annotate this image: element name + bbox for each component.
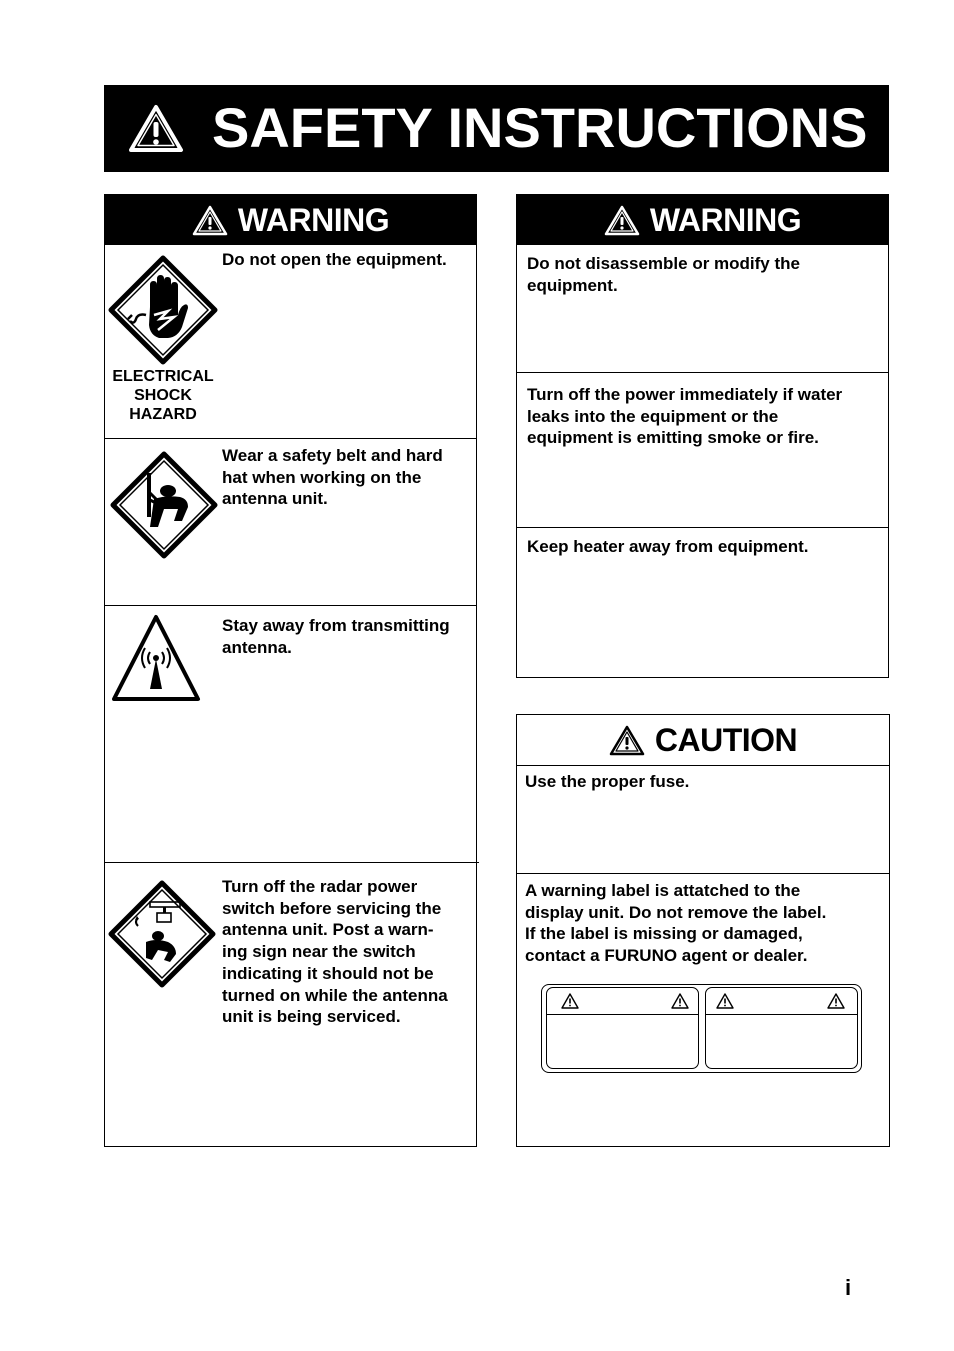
hazard-caption-line: SHOCK bbox=[134, 387, 192, 404]
left-warning-header bbox=[105, 195, 476, 245]
text-line: A warning label is attatched to the bbox=[525, 881, 801, 900]
mini-warning-icon bbox=[671, 993, 689, 1009]
warning-text bbox=[222, 615, 450, 658]
text-line: Wear a safety belt and hard bbox=[222, 446, 443, 465]
divider bbox=[105, 862, 479, 863]
title-bar bbox=[104, 85, 889, 172]
caution-text bbox=[525, 771, 689, 793]
text-line: equipment is emitting smoke or fire. bbox=[527, 428, 819, 448]
text-line: indicating it should not be bbox=[222, 963, 434, 983]
text-line: Turn off the power immediately if water bbox=[527, 385, 843, 404]
warning-triangle-icon bbox=[192, 204, 228, 236]
page-title: SAFETY INSTRUCTIONS bbox=[212, 96, 868, 159]
text-line: display unit. Do not remove the label. bbox=[525, 902, 827, 922]
caution-heading: CAUTION bbox=[654, 721, 798, 758]
text-line: Stay away from transmitting bbox=[222, 616, 450, 635]
text-line: unit is being serviced. bbox=[222, 1007, 401, 1027]
text-line: Keep heater away from equipment. bbox=[527, 537, 809, 556]
electrical-shock-hazard-icon bbox=[108, 255, 218, 365]
warning-text bbox=[222, 445, 443, 510]
rotating-antenna-hazard-icon bbox=[108, 880, 216, 988]
text-line: Use the proper fuse. bbox=[525, 772, 690, 791]
caution-header bbox=[517, 715, 889, 766]
text-line: hat when working on the bbox=[222, 467, 422, 487]
divider bbox=[105, 605, 476, 606]
warning-text bbox=[222, 876, 448, 1028]
text-line: Do not open the equipment. bbox=[222, 250, 447, 269]
warning-text bbox=[527, 384, 842, 449]
divider bbox=[517, 527, 888, 528]
warning-label-icon bbox=[541, 984, 862, 1073]
text-line: antenna unit. bbox=[222, 489, 328, 509]
warning-triangle-icon bbox=[128, 103, 184, 153]
mini-warning-icon bbox=[827, 993, 845, 1009]
warning-text bbox=[527, 253, 800, 296]
caution-panel bbox=[516, 714, 890, 1147]
mini-warning-icon bbox=[561, 993, 579, 1009]
page-number: i bbox=[845, 1275, 852, 1300]
text-line: contact a FURUNO agent or dealer. bbox=[525, 946, 808, 966]
text-line: ing sign near the switch bbox=[222, 942, 416, 962]
text-line: If the label is missing or damaged, bbox=[525, 924, 803, 944]
caution-triangle-icon bbox=[609, 724, 645, 756]
text-line: antenna unit. Post a warn- bbox=[222, 920, 434, 940]
text-line: equipment. bbox=[527, 275, 618, 295]
hazard-caption-line: ELECTRICAL bbox=[112, 368, 214, 385]
mini-warning-icon bbox=[716, 993, 734, 1009]
text-line: Turn off the radar power bbox=[222, 877, 418, 896]
caution-text bbox=[525, 880, 826, 967]
text-line: antenna. bbox=[222, 637, 292, 657]
label-divider bbox=[547, 1014, 698, 1015]
warning-text bbox=[527, 536, 809, 558]
divider bbox=[105, 438, 476, 439]
left-warning-panel bbox=[104, 194, 477, 1147]
right-warning-header bbox=[517, 195, 888, 245]
hazard-caption bbox=[108, 367, 218, 424]
text-line: leaks into the equipment or the bbox=[527, 406, 779, 426]
label-panel-right bbox=[705, 987, 858, 1069]
hazard-caption-line: HAZARD bbox=[129, 406, 197, 423]
radio-wave-hazard-icon bbox=[110, 613, 202, 703]
text-line: Do not disassemble or modify the bbox=[527, 254, 800, 273]
label-divider bbox=[706, 1014, 857, 1015]
right-warning-panel bbox=[516, 194, 889, 678]
divider bbox=[517, 372, 888, 373]
label-panel-left bbox=[546, 987, 699, 1069]
safety-belt-icon bbox=[110, 451, 218, 559]
warning-triangle-icon bbox=[604, 204, 640, 236]
divider bbox=[517, 873, 889, 874]
warning-text bbox=[222, 249, 447, 271]
right-warning-heading: WARNING bbox=[649, 201, 802, 238]
text-line: switch before servicing the bbox=[222, 898, 442, 918]
left-warning-heading: WARNING bbox=[237, 201, 390, 238]
text-line: turned on while the antenna bbox=[222, 985, 448, 1005]
